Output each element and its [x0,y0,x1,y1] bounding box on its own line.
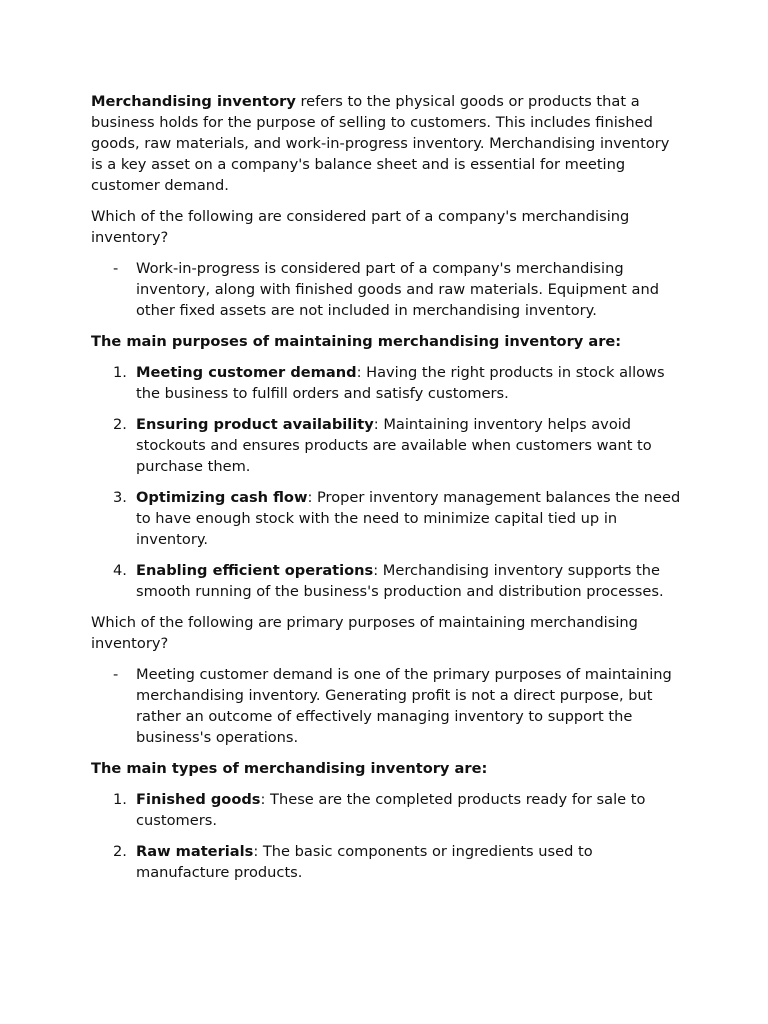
answer-list-1 [91,258,681,321]
question-2: Which of the following are primary purposes of maintaining merchandising inventory? [91,614,638,652]
intro-paragraph [91,91,681,196]
purposes-list [91,362,681,602]
list-number: 2. [113,843,127,860]
item-title: Enabling efficient operations [136,562,374,579]
item-text: : Having the right products in stock allows the business to fulfill orders and satisfy customers. [136,364,665,402]
list-item [91,414,681,477]
types-list [91,789,681,883]
item-title: Optimizing cash flow [136,489,308,506]
item-title: Meeting customer demand [136,364,357,381]
dash-marker: - [113,260,119,277]
intro-text: refers to the physical goods or products that a business holds for the purpose of selling to customers. This includes finished goods, raw materials, and work-in-progress inventory. Merchandising inventory is a key asset on a company's balance sheet and is essential for meeting customer demand. [91,93,670,194]
types-heading: The main types of merchandising inventory are: [91,760,488,777]
list-item [91,362,681,404]
document-page [91,91,681,893]
item-text: : Maintaining inventory helps avoid stockouts and ensures products are available when customers want to purchase them. [136,416,652,475]
list-number: 2. [113,416,127,433]
list-number: 3. [113,489,127,506]
item-title: Raw materials [136,843,254,860]
item-text: : Proper inventory management balances the need to have enough stock with the need to minimize capital tied up in inventory. [136,489,681,548]
list-number: 4. [113,562,127,579]
answer-text: Work-in-progress is considered part of a company's merchandising inventory, along with finished goods and raw materials. Equipment and other fixed assets are not included in merchandising inventory. [136,260,659,319]
dash-marker: - [113,666,119,683]
intro-term: Merchandising inventory [91,93,296,110]
answer-text: Meeting customer demand is one of the primary purposes of maintaining merchandising inventory. Generating profit is not a direct purpose, but rather an outcome of effectively managing inventory to support the business's operations. [136,666,672,746]
answer-list-2 [91,664,681,748]
list-item [91,789,681,831]
item-text: : Merchandising inventory supports the smooth running of the business's production and distribution processes. [136,562,664,600]
list-number: 1. [113,791,127,808]
item-title: Finished goods [136,791,261,808]
list-item [91,841,681,883]
list-number: 1. [113,364,127,381]
item-title: Ensuring product availability [136,416,374,433]
answer-item [91,258,681,321]
question-1: Which of the following are considered part of a company's merchandising inventory? [91,208,630,246]
purposes-heading: The main purposes of maintaining merchandising inventory are: [91,333,622,350]
list-item [91,560,681,602]
item-text: : These are the completed products ready for sale to customers. [136,791,646,829]
item-text: : The basic components or ingredients used to manufacture products. [136,843,593,881]
answer-item [91,664,681,748]
list-item [91,487,681,550]
